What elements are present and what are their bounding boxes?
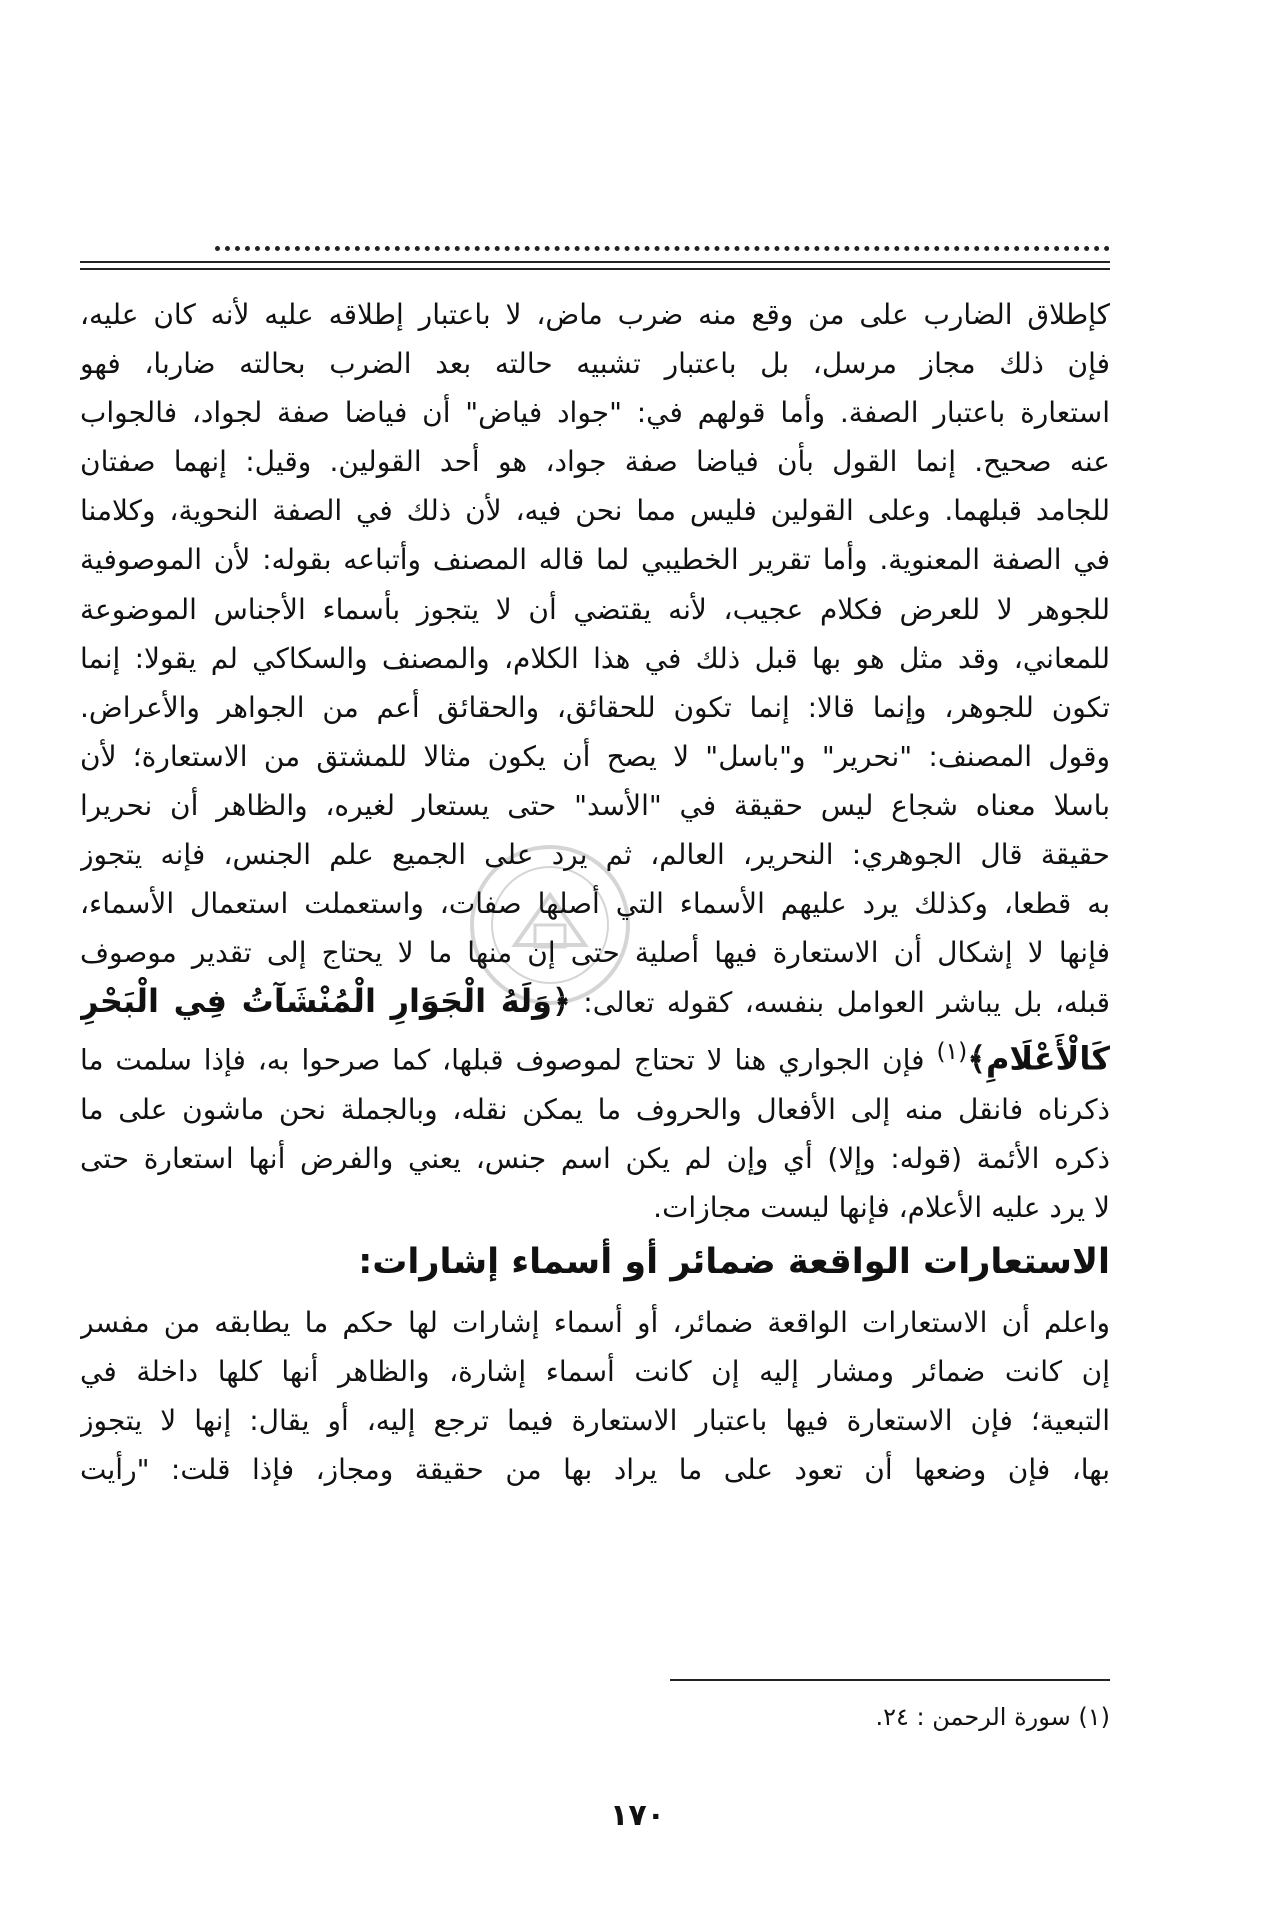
quran-verse: ﴿وَلَهُ الْجَوَارِ الْمُنْشَآتُ فِي الْبَحْرِ [80, 982, 571, 1021]
body-line: فإنها لا إشكال أن الاستعارة فيها أصلية حتى إن منها ما لا يحتاج إلى تقدير موصوف [80, 936, 1110, 970]
body-line: وقول المصنف: "نحرير" و"باسل" لا يصح أن يكون مثالا للمشتق من الاستعارة؛ لأن [80, 739, 1110, 773]
body-line: ذكرناه فانقل منه إلى الأفعال والحروف ما يمكن نقله، وبالجملة نحن ماشون على ما [80, 1092, 1110, 1126]
quran-verse-end: كَالْأَعْلَامِ﴾ [967, 1039, 1110, 1078]
body-line: به قطعا، وكذلك يرد عليهم الأسماء التي أصلها صفات، واستعملت استعمال الأسماء، [80, 887, 1110, 921]
footnote: (١) سورة الرحمن : ٢٤. [875, 1703, 1110, 1731]
body-line: فإن ذلك مجاز مرسل، بل باعتبار تشبيه حالته بعد الضرب بحالته ضاربا، فهو [80, 347, 1110, 381]
body-line: بها، فإن وضعها أن تعود على ما يراد بها من حقيقة ومجاز، فإذا قلت: "رأيت [80, 1453, 1110, 1487]
body-line: كإطلاق الضارب على من وقع منه ضرب ماض، لا باعتبار إطلاقه عليه لأنه كان عليه، [80, 298, 1110, 331]
paragraph-1 [80, 290, 1110, 977]
body-line: واعلم أن الاستعارات الواقعة ضمائر، أو أسماء إشارات لها حكم ما يطابقه من مفسر [80, 1306, 1110, 1340]
footnote-ref: (١) [936, 1037, 968, 1066]
verse-after-text: فإن الجواري هنا لا تحتاج لموصوف قبلها، كما صرحوا به، فإذا سلمت ما [80, 1043, 937, 1077]
header-dotted-rule [215, 246, 1110, 255]
verse-intro-text: قبله، بل يباشر العوامل بنفسه، كقوله تعالى: [570, 986, 1110, 1020]
body-line-verse-end [80, 1027, 1110, 1084]
paragraph-2 [80, 1085, 1110, 1232]
body-line: باسلا معناه شجاع ليس حقيقة في "الأسد" حتى يستعار لغيره، والظاهر أن نحريرا [80, 788, 1110, 822]
header-double-rule [80, 261, 1110, 270]
paragraph-3 [80, 1298, 1110, 1494]
body-line-verse [80, 977, 1110, 1027]
body-line: للجوهر لا للعرض فكلام عجيب، لأنه يقتضي أن لا يتجوز بأسماء الأجناس الموضوعة [80, 592, 1110, 626]
body-line: تكون للجوهر، وإنما قالا: إنما تكون للحقائق، والحقائق أعم من الجواهر والأعراض. [80, 690, 1110, 724]
body-line: إن كانت ضمائر ومشار إليه إن كانت أسماء إشارة، والظاهر أنها كلها داخلة في [80, 1355, 1110, 1389]
body-line: حقيقة قال الجوهري: النحرير، العالم، ثم يرد على الجميع علم الجنس، فإنه يتجوز [80, 838, 1110, 872]
body-line: التبعية؛ فإن الاستعارة فيها باعتبار الاستعارة فيما ترجع إليه، أو يقال: إنها لا يتجوز [80, 1404, 1110, 1438]
body-line: في الصفة المعنوية. وأما تقرير الخطيبي لما قاله المصنف وأتباعه بقوله: لأن الموصوفية [80, 543, 1110, 577]
section-heading: الاستعارات الواقعة ضمائر أو أسماء إشارات: [358, 1242, 1110, 1283]
body-line: ذكره الأئمة (قوله: وإلا) أي وإن لم يكن اسم جنس، يعني والفرض أنها استعارة حتى [80, 1141, 1110, 1175]
body-text [80, 290, 1110, 1494]
body-line: لا يرد عليه الأعلام، فإنها ليست مجازات. [653, 1191, 1110, 1225]
body-line: عنه صحيح. إنما القول بأن فياضا صفة جواد، هو أحد القولين. وقيل: إنهما صفتان [80, 445, 1110, 479]
body-line: للمعاني، وقد مثل هو بها قبل ذلك في هذا الكلام، والمصنف والسكاكي لم يقولا: إنما [80, 641, 1110, 675]
body-line: استعارة باعتبار الصفة. وأما قولهم في: "جواد فياض" أن فياضا صفة لجواد، فالجواب [80, 396, 1110, 430]
footnote-rule [670, 1679, 1110, 1681]
page-number: ١٧٠ [610, 1798, 665, 1833]
header-rule [80, 246, 1110, 270]
body-line: للجامد قبلهما. وعلى القولين فليس مما نحن فيه، لأن ذلك في الصفة النحوية، وكلامنا [80, 494, 1110, 528]
